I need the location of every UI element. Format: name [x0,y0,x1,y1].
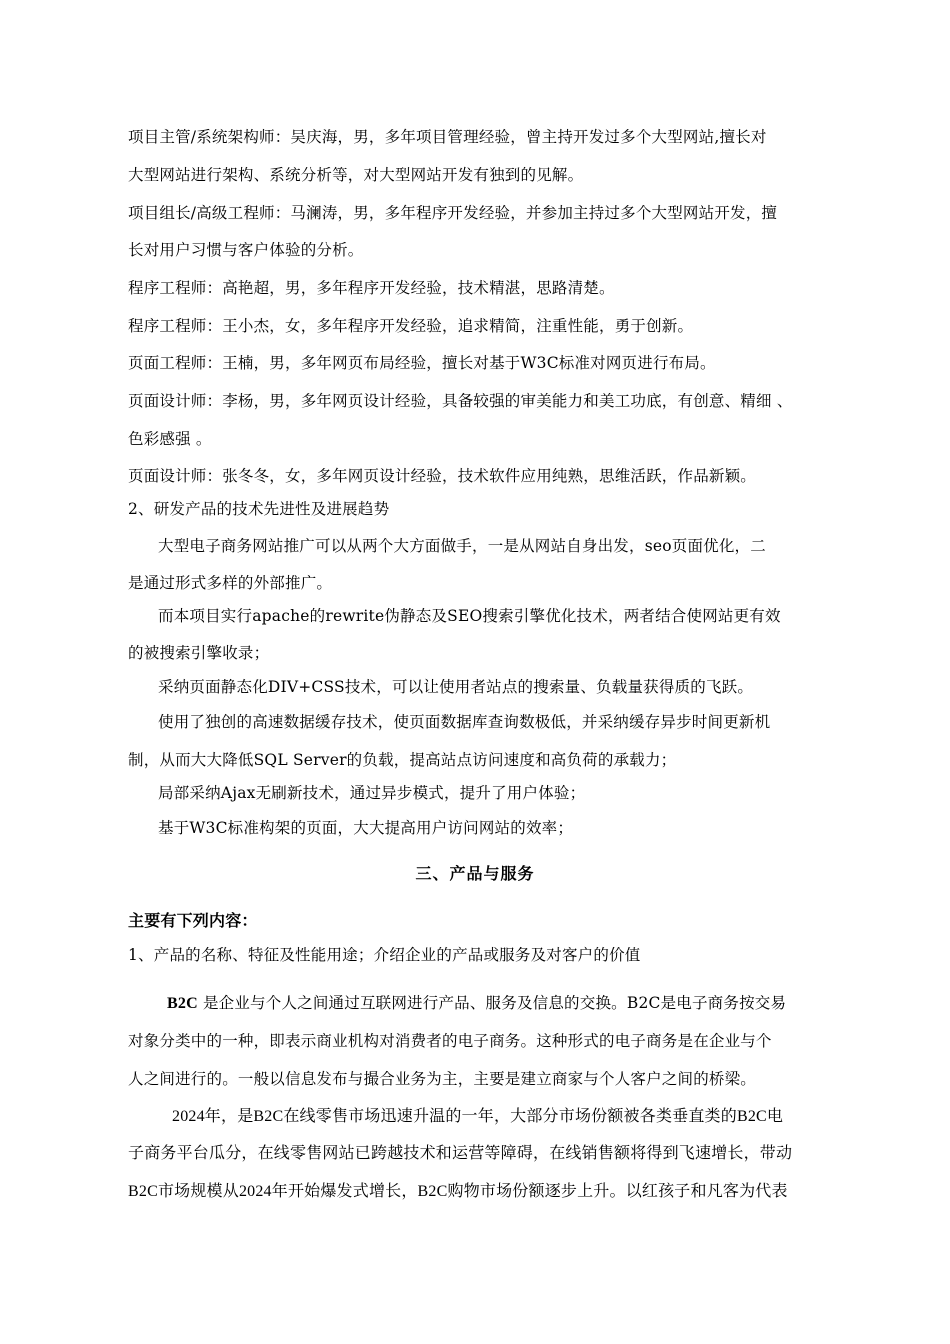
tech-line-8: 局部采纳Ajax无刷新技术，通过异步模式，提升了用户体验； [158,784,586,802]
team-line-9: 色彩感强 。 [128,430,212,448]
tech-line-7: 制，从而大大降低SQL Server的负载，提高站点访问速度和高负荷的承载力； [128,751,677,769]
b2c-line-2: 对象分类中的一种，即表示商业机构对消费者的电子商务。这种形式的电子商务是在企业与个 [128,1032,772,1050]
chapter-title: 三、产品与服务 [415,864,535,883]
market-line-1: 2024年，是B2C在线零售市场迅速升温的一年，大部分市场份额被各类垂直类的B2C电 [172,1108,784,1125]
team-line-1: 项目主管/系统架构师：吴庆海，男，多年项目管理经验，曾主持开发过多个大型网站,擅长对 [128,128,767,146]
section-heading: 2、研发产品的技术先进性及进展趋势 [128,500,390,518]
market-line-2: 子商务平台瓜分，在线零售网站已跨越技术和运营等障碍，在线销售额将得到飞速增长，带动 [128,1145,793,1162]
team-line-6: 程序工程师：王小杰，女，多年程序开发经验，追求精简，注重性能，勇于创新。 [128,317,694,335]
tech-line-2: 是通过形式多样的外部推广。 [128,574,333,592]
team-line-2: 大型网站进行架构、系统分析等，对大型网站开发有独到的见解。 [128,166,584,184]
team-line-5: 程序工程师：高艳超，男，多年程序开发经验，技术精湛，思路清楚。 [128,279,615,297]
tech-line-9: 基于W3C标准构架的页面，大大提高用户访问网站的效率； [158,819,574,837]
main-content-label: 主要有下列内容： [128,911,258,930]
team-line-4: 长对用户习惯与客户体验的分析。 [128,241,364,259]
b2c-line-1-text: 是企业与个人之间通过互联网进行产品、服务及信息的交换。B2C是电子商务按交易 [197,994,787,1012]
tech-line-4: 的被搜索引擎收录； [128,644,270,662]
b2c-line-1 [167,993,786,1014]
tech-line-1: 大型电子商务网站推广可以从两个大方面做手，一是从网站自身出发，seo页面优化，二 [158,537,766,555]
team-line-3: 项目组长/高级工程师：马澜涛，男，多年程序开发经验，并参加主持过多个大型网站开发，擅 [128,204,778,222]
tech-line-6: 使用了独创的高速数据缓存技术，使页面数据库查询数极低，并采纳缓存异步时间更新机 [158,713,771,731]
team-line-8: 页面设计师：李杨，男，多年网页设计经验，具备较强的审美能力和美工功底，有创意、精细 、 [128,392,793,410]
team-line-10: 页面设计师：张冬冬，女，多年网页设计经验，技术软件应用纯熟，思维活跃，作品新颖。 [128,467,757,485]
tech-line-3: 而本项目实行apache的rewrite伪静态及SEO搜索引擎优化技术，两者结合使网站更有效 [158,607,781,625]
market-line-3: B2C市场规模从2024年开始爆发式增长，B2C购物市场份额逐步上升。以红孩子和凡客为代表 [128,1183,788,1200]
tech-line-5: 采纳页面静态化DIV+CSS技术，可以让使用者站点的搜索量、负载量获得质的飞跃。 [158,678,754,696]
item-1: 1、产品的名称、特征及性能用途；介绍企业的产品或服务及对客户的价值 [128,946,641,964]
team-line-7: 页面工程师：王楠，男，多年网页布局经验，擅长对基于W3C标准对网页进行布局。 [128,354,716,372]
b2c-line-3: 人之间进行的。一般以信息发布与撮合业务为主，主要是建立商家与个人客户之间的桥梁。 [128,1070,757,1088]
b2c-term: B2C [167,995,198,1012]
